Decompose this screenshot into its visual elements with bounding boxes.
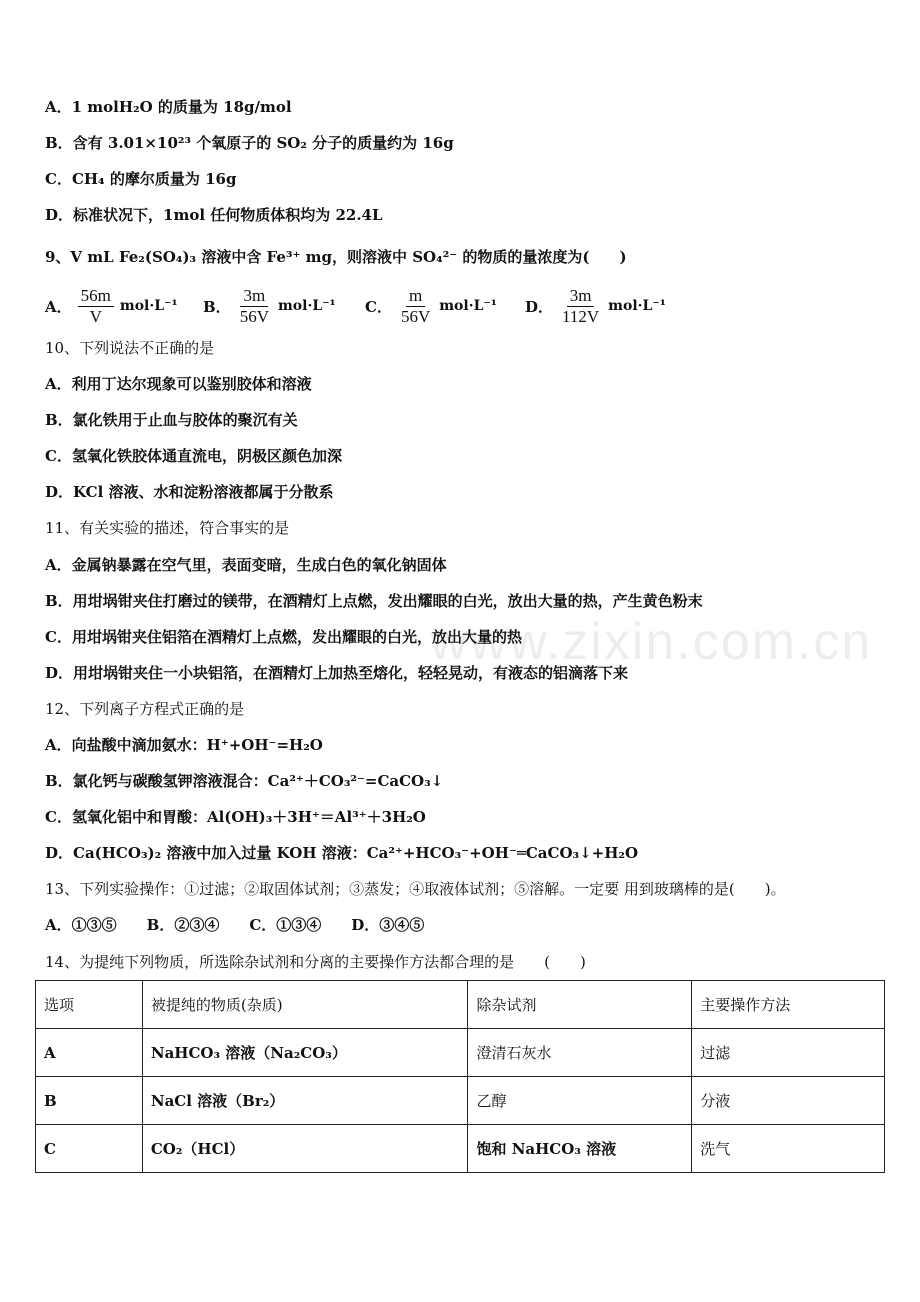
table-header-cell: 被提纯的物质(杂质) xyxy=(142,981,468,1029)
q10-option-c: C．氢氧化铁胶体通直流电，阴极区颜色加深 xyxy=(45,447,342,465)
fraction-denominator: 112V xyxy=(562,306,600,326)
q9-option-c-unit: mol·L⁻¹ xyxy=(439,298,497,314)
table-cell: NaHCO₃ 溶液（Na₂CO₃） xyxy=(142,1029,468,1077)
q9-option-d-fraction xyxy=(559,286,602,327)
q9-option-d xyxy=(525,283,666,329)
q9-option-c-fraction xyxy=(398,286,433,327)
q9-option-d-unit: mol·L⁻¹ xyxy=(608,298,666,314)
table-row xyxy=(36,1077,885,1125)
q9-option-b-fraction xyxy=(237,286,272,327)
table-cell: 洗气 xyxy=(692,1125,885,1173)
q12-option-a: A．向盐酸中滴加氨水：H⁺+OH⁻=H₂O xyxy=(45,736,323,754)
q10-option-b: B．氯化铁用于止血与胶体的聚沉有关 xyxy=(45,411,298,429)
table-header-cell: 除杂试剂 xyxy=(468,981,692,1029)
q11-option-d: D．用坩埚钳夹住一小块铝箔，在酒精灯上加热至熔化，轻轻晃动，有液态的铝滴落下来 xyxy=(45,664,629,682)
q11-option-a: A．金属钠暴露在空气里，表面变暗，生成白色的氧化钠固体 xyxy=(45,556,447,574)
table-cell: C xyxy=(36,1125,143,1173)
q8-option-d: D．标准状况下，1mol 任何物质体积均为 22.4L xyxy=(45,206,383,224)
q12-stem: 12、下列离子方程式正确的是 xyxy=(45,700,245,718)
q12-option-c: C．氢氧化铝中和胃酸：Al(OH)₃＋3H⁺＝Al³⁺＋3H₂O xyxy=(45,808,426,826)
q9-option-a xyxy=(45,283,178,329)
q9-stem: 9、V mL Fe₂(SO₄)₃ 溶液中含 Fe³⁺ mg，则溶液中 SO₄²⁻ 的物质的量浓度为( ) xyxy=(45,248,627,266)
q9-option-b xyxy=(203,283,336,329)
q8-option-a: A．1 molH₂O 的质量为 18g/mol xyxy=(45,98,292,116)
table-cell: NaCl 溶液（Br₂） xyxy=(142,1077,468,1125)
fraction-numerator: 3m xyxy=(240,286,268,307)
q14-table xyxy=(35,980,885,1173)
q9-option-b-unit: mol·L⁻¹ xyxy=(277,298,336,314)
q13-stem: 13、下列实验操作：①过滤；②取固体试剂；③蒸发；④取液体试剂；⑤溶解。一定要 用到玻璃棒的是( )。 xyxy=(45,880,786,898)
q9-option-a-unit: mol·L⁻¹ xyxy=(119,298,178,314)
table-cell: B xyxy=(36,1077,143,1125)
watermark: www.zixin.com.cn xyxy=(430,613,873,671)
q10-option-d: D．KCl 溶液、水和淀粉溶液都属于分散系 xyxy=(45,483,334,501)
q9-option-a-fraction xyxy=(78,286,114,327)
table-cell: 分液 xyxy=(692,1077,885,1125)
q10-stem: 10、下列说法不正确的是 xyxy=(45,339,215,357)
q10-option-a: A．利用丁达尔现象可以鉴别胶体和溶液 xyxy=(45,375,312,393)
q9-options xyxy=(45,283,745,329)
q13-options: A．①③⑤ B．②③④ C．①③④ D．③④⑤ xyxy=(45,916,425,934)
q9-option-d-label: D． xyxy=(525,297,554,316)
q8-option-c: C．CH₄ 的摩尔质量为 16g xyxy=(45,170,237,188)
fraction-numerator: 3m xyxy=(567,286,595,307)
fraction-denominator: V xyxy=(89,306,102,326)
table-cell: 饱和 NaHCO₃ 溶液 xyxy=(468,1125,692,1173)
fraction-denominator: 56V xyxy=(400,306,431,326)
table-header-cell: 选项 xyxy=(36,981,143,1029)
q14-stem: 14、为提纯下列物质，所选除杂试剂和分离的主要操作方法都合理的是 ( ) xyxy=(45,953,586,971)
table-cell: 澄清石灰水 xyxy=(468,1029,692,1077)
q12-option-b: B．氯化钙与碳酸氢钾溶液混合：Ca²⁺＋CO₃²⁻=CaCO₃↓ xyxy=(45,772,444,790)
q11-stem: 11、有关实验的描述，符合事实的是 xyxy=(45,519,290,537)
q9-option-c-label: C． xyxy=(365,297,392,316)
fraction-denominator: 56V xyxy=(239,306,269,326)
table-row xyxy=(36,1125,885,1173)
q11-option-c: C．用坩埚钳夹住铝箔在酒精灯上点燃，发出耀眼的白光，放出大量的热 xyxy=(45,628,522,646)
table-cell: 过滤 xyxy=(692,1029,885,1077)
table-cell: 乙醇 xyxy=(468,1077,692,1125)
table-header-cell: 主要操作方法 xyxy=(692,981,885,1029)
table-cell: CO₂（HCl） xyxy=(142,1125,468,1173)
table-cell: A xyxy=(36,1029,143,1077)
fraction-numerator: m xyxy=(406,286,425,307)
q9-option-b-label: B． xyxy=(203,297,231,316)
q11-option-b: B．用坩埚钳夹住打磨过的镁带，在酒精灯上点燃，发出耀眼的白光，放出大量的热，产生黄色粉末 xyxy=(45,592,703,610)
q9-option-a-label: A． xyxy=(45,297,72,316)
fraction-numerator: 56m xyxy=(78,286,114,307)
q9-option-c xyxy=(365,283,497,329)
table-row xyxy=(36,1029,885,1077)
table-header-row xyxy=(36,981,885,1029)
q12-option-d: D．Ca(HCO₃)₂ 溶液中加入过量 KOH 溶液：Ca²⁺+HCO₃⁻+OH⁻═CaCO₃↓+H₂O xyxy=(45,844,639,862)
q8-option-b: B．含有 3.01×10²³ 个氧原子的 SO₂ 分子的质量约为 16g xyxy=(45,134,454,152)
